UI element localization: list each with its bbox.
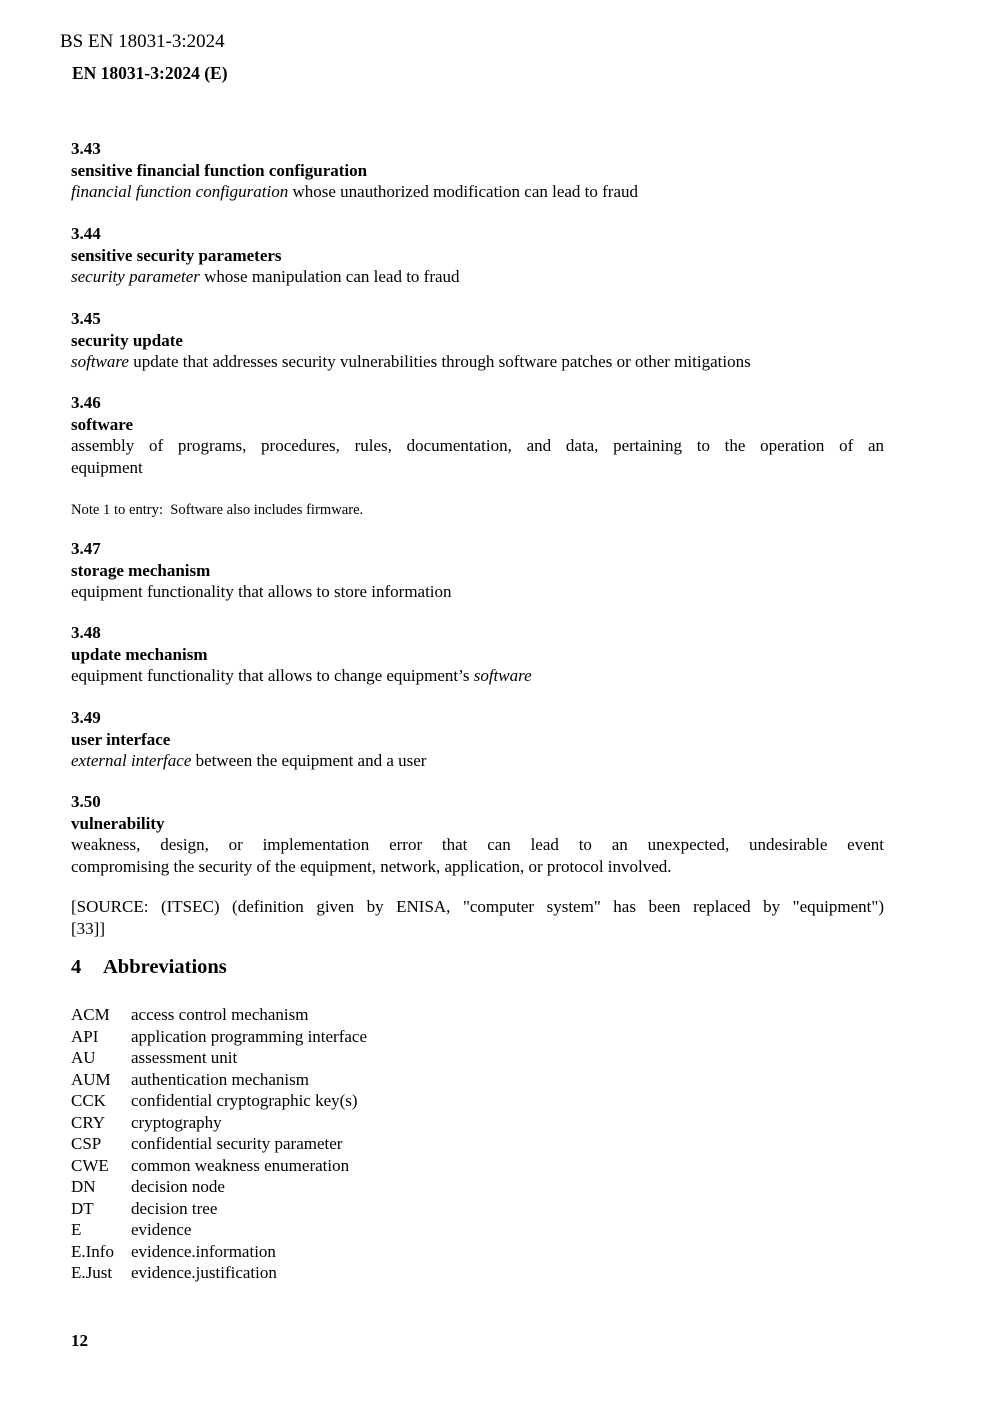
abbreviation-term: AUM [71,1069,111,1089]
abbreviation-term: E.Info [71,1241,114,1261]
definition-text: between the equipment and a user [191,751,427,770]
abbreviation-term: CWE [71,1155,109,1175]
clause-term: vulnerability [71,813,165,833]
abbreviation-term: CSP [71,1134,102,1153]
abbreviation-term: E.Just [71,1263,113,1282]
note-to-entry: Note 1 to entry: Software also includes firmware. [71,502,364,518]
abbreviation-row [71,1047,884,1069]
abbreviation-row [71,1090,884,1112]
definition-italic-lead: financial function configuration [71,182,289,201]
abbreviation-row [71,1004,884,1026]
section-number: 4 [71,956,82,978]
abbreviation-row [71,1198,884,1220]
abbreviation-term: CRY [71,1112,106,1132]
abbreviation-row [71,1155,884,1177]
abbreviation-row [71,1219,884,1241]
section-title: Abbreviations [103,956,227,978]
abbreviations-list [71,1004,884,1284]
clause-number: 3.46 [71,393,101,412]
clause-number: 3.45 [71,309,101,328]
clause-term: user interface [71,729,171,749]
clause-number: 3.43 [71,139,101,158]
abbreviation-row [71,1112,884,1134]
abbreviation-term: DT [71,1198,94,1218]
clause-definition [71,665,884,687]
clause-definition [71,351,884,373]
abbreviation-term: API [71,1026,99,1046]
abbreviation-meaning: confidential security parameter [131,1134,343,1153]
clause-definition [71,834,884,877]
abbreviation-row [71,1241,884,1263]
abbreviation-meaning: access control mechanism [131,1005,309,1024]
clause-term: software [71,414,133,434]
abbreviation-row [71,1026,884,1048]
clause-definition [71,750,884,772]
definition-3-43 [71,138,884,203]
source-line-2: [33]] [71,918,105,938]
definition-italic-trail: software [473,666,532,685]
definition-italic-lead: security parameter [71,267,200,286]
abbreviation-meaning: authentication mechanism [131,1069,309,1089]
section-heading-abbreviations [71,954,227,980]
definition-3-45 [71,308,884,373]
abbreviation-term: ACM [71,1005,110,1024]
abbreviation-meaning: evidence.justification [131,1263,277,1282]
clause-definition [71,581,884,603]
clause-number: 3.47 [71,539,101,558]
abbreviation-term: DN [71,1177,96,1196]
definition-line-2: equipment [71,457,143,477]
definition-3-47 [71,538,884,603]
document-reference: BS EN 18031-3:2024 [60,31,225,52]
definition-line-1: assembly of programs, procedures, rules, documentation, and data, pertaining to the operation of an [71,436,884,455]
definition-text: whose manipulation can lead to fraud [199,267,460,286]
clause-definition [71,435,884,478]
clause-term: sensitive financial function configuration [71,160,368,180]
definition-italic-lead: software [71,352,129,371]
abbreviation-meaning: cryptography [131,1112,222,1132]
definition-3-49 [71,707,884,772]
abbreviation-meaning: decision node [131,1177,225,1196]
definition-3-50 [71,791,884,877]
source-line-1: [SOURCE: (ITSEC) (definition given by ENISA, "computer system" has been replaced by "equipment") [71,897,884,916]
definition-text: equipment functionality that allows to store information [71,582,452,601]
abbreviation-row [71,1262,884,1284]
abbreviation-meaning: evidence.information [131,1241,276,1261]
page-number: 12 [71,1331,88,1350]
definition-line-2: compromising the security of the equipment, network, application, or protocol involved. [71,856,672,876]
abbreviation-row [71,1069,884,1091]
clause-number: 3.50 [71,792,101,811]
clause-number: 3.49 [71,708,101,727]
document-reference-en: EN 18031-3:2024 (E) [72,63,228,83]
definition-text: update that addresses security vulnerabilities through software patches or other mitigations [128,352,751,371]
abbreviation-meaning: evidence [131,1220,192,1239]
abbreviation-meaning: common weakness enumeration [131,1155,350,1175]
definition-text: equipment functionality that allows to change equipment’s [71,666,474,685]
definition-3-44 [71,223,884,288]
definition-3-48 [71,622,884,687]
abbreviation-term: AU [71,1048,96,1067]
definition-italic-lead: external interface [71,751,192,770]
clause-term: security update [71,330,183,350]
abbreviation-meaning: assessment unit [131,1048,238,1067]
abbreviation-meaning: decision tree [131,1198,218,1218]
clause-number: 3.48 [71,623,101,642]
clause-definition [71,266,884,288]
abbreviation-row [71,1133,884,1155]
clause-number: 3.44 [71,224,101,243]
clause-term: storage mechanism [71,560,211,580]
clause-term: update mechanism [71,644,208,664]
abbreviation-row [71,1176,884,1198]
definition-text: whose unauthorized modification can lead to fraud [288,182,639,201]
definition-line-1: weakness, design, or implementation error that can lead to an unexpected, undesirable event [71,835,884,854]
clause-definition [71,181,884,203]
abbreviation-term: CCK [71,1091,106,1110]
definition-3-46 [71,392,884,520]
abbreviation-meaning: confidential cryptographic key(s) [131,1091,358,1110]
source-citation [71,896,884,939]
clause-term: sensitive security parameters [71,245,282,265]
abbreviation-meaning: application programming interface [131,1026,368,1046]
abbreviation-term: E [71,1220,82,1239]
